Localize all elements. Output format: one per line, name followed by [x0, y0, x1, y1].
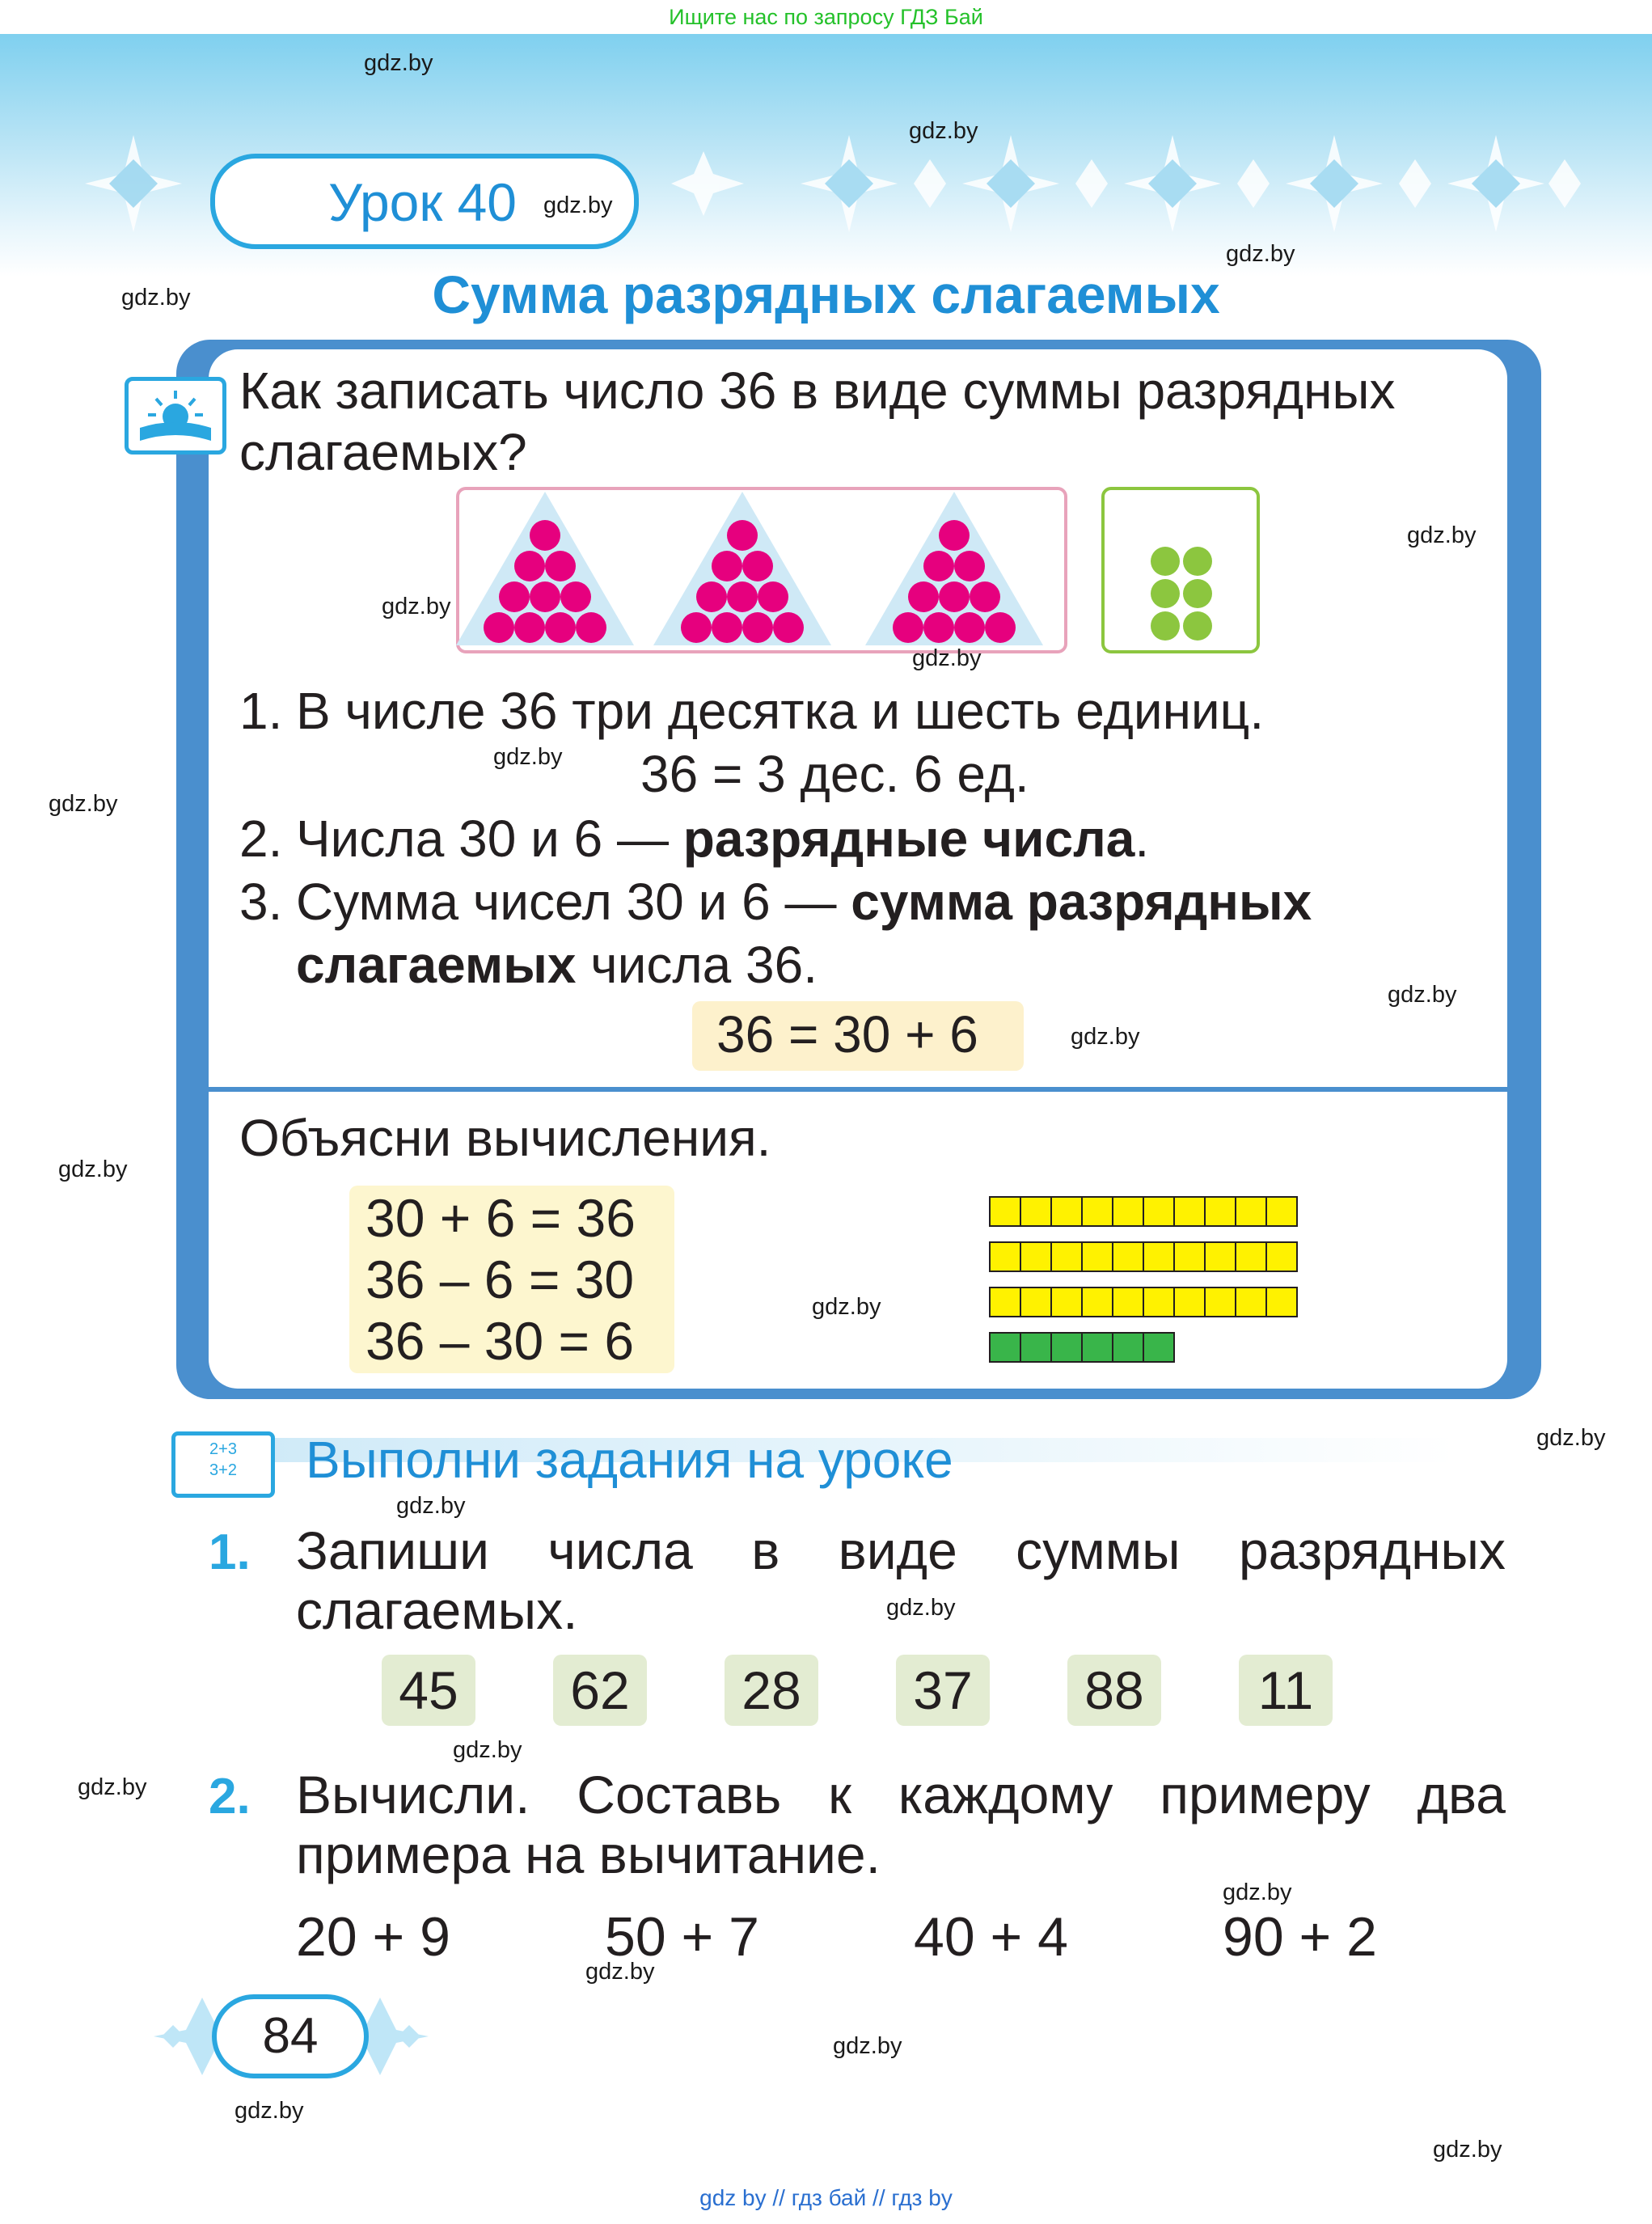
result-equation: 36 = 30 + 6	[716, 1005, 978, 1063]
task-1-number: 1.	[209, 1524, 251, 1580]
ten-bar-cell	[1266, 1287, 1297, 1317]
tens-dot	[908, 581, 939, 612]
section-heading: Выполни задания на уроке	[306, 1431, 953, 1489]
ten-bar-cell	[1051, 1242, 1082, 1271]
watermark: gdz.by	[1536, 1425, 1606, 1451]
task-2-text: Вычисли. Составь к каждому примеру два примера на вычитание.	[296, 1765, 1506, 1884]
calc-title: Объясни вычисления.	[239, 1109, 771, 1167]
unit-dot	[1183, 547, 1212, 576]
blackboard-icon	[171, 1431, 275, 1498]
ten-bar-cell	[1082, 1197, 1113, 1226]
question-line-1: Как записать число 36 в виде суммы разрядных	[239, 362, 1396, 420]
watermark: gdz.by	[493, 744, 563, 770]
watermark: gdz.by	[1388, 982, 1457, 1008]
ten-bar-cell	[1205, 1197, 1236, 1226]
ten-bar-cell	[1236, 1242, 1266, 1271]
search-hint: Ищите нас по запросу ГДЗ Бай	[669, 5, 983, 29]
dot-figure	[456, 487, 1265, 653]
calc-line: 36 – 30 = 6	[365, 1311, 635, 1371]
ten-bar-cell	[1205, 1242, 1236, 1271]
triangle-backdrop	[456, 492, 634, 645]
watermark: gdz.by	[886, 1595, 956, 1621]
number-chip: 88	[1067, 1655, 1161, 1726]
unit-bar-cell	[1143, 1333, 1174, 1362]
watermark: gdz.by	[833, 2033, 902, 2059]
item-2-term: разрядные числа	[682, 810, 1135, 868]
panel-divider	[209, 1087, 1507, 1092]
calc-line: 36 – 6 = 30	[365, 1249, 635, 1309]
watermark: gdz.by	[543, 192, 613, 218]
tens-bars-figure	[988, 1195, 1312, 1373]
watermark: gdz.by	[1226, 241, 1295, 267]
tens-dot	[560, 581, 591, 612]
footer-links[interactable]: gdz by // гдз бай // гдз by	[699, 2185, 953, 2210]
item-2-post: .	[1134, 810, 1150, 868]
tens-dot	[923, 612, 954, 643]
unit-bar-cell	[1082, 1333, 1113, 1362]
item-3-line-2	[296, 935, 818, 995]
ten-bar-cell	[1266, 1242, 1297, 1271]
ten-bar-cell	[1236, 1287, 1266, 1317]
tens-dot	[712, 551, 742, 581]
ten-bar-cell	[1082, 1287, 1113, 1317]
tens-dot	[758, 581, 788, 612]
watermark: gdz.by	[58, 1156, 128, 1182]
tens-dot	[681, 612, 712, 643]
number-chip: 11	[1239, 1655, 1333, 1726]
watermark: gdz.by	[909, 118, 978, 144]
unit-bar-cell	[1113, 1333, 1143, 1362]
tens-dot	[530, 520, 560, 551]
tens-dot	[970, 581, 1000, 612]
ten-bar-cell	[1020, 1242, 1051, 1271]
triangle-backdrop	[653, 492, 831, 645]
tens-dot	[484, 612, 514, 643]
item-2-text	[296, 809, 1149, 869]
tens-dot	[514, 551, 545, 581]
ten-bar-cell	[990, 1287, 1020, 1317]
item-3-term-b: слагаемых	[296, 936, 577, 994]
item-3-line-1	[296, 872, 1312, 932]
ten-bar-cell	[1113, 1242, 1143, 1271]
tens-dot	[954, 551, 985, 581]
tens-dot	[499, 581, 530, 612]
watermark: gdz.by	[585, 1959, 655, 1985]
tens-dot	[939, 520, 970, 551]
tens-dot	[727, 520, 758, 551]
unit-bar-cell	[1020, 1333, 1051, 1362]
ten-bar-cell	[1174, 1242, 1205, 1271]
item-3-term-a: сумма разрядных	[851, 873, 1312, 931]
tens-dot	[985, 612, 1016, 643]
board-line-2: 3+2	[209, 1461, 237, 1479]
item-3-pre: Сумма чисел 30 и 6 —	[296, 873, 851, 931]
task-2-number: 2.	[209, 1769, 251, 1824]
watermark: gdz.by	[812, 1294, 881, 1320]
tens-dot	[893, 612, 923, 643]
watermark: gdz.by	[912, 645, 982, 671]
ten-bar-cell	[990, 1242, 1020, 1271]
watermark: gdz.by	[364, 50, 433, 76]
tens-dot	[696, 581, 727, 612]
ten-bar-cell	[1020, 1197, 1051, 1226]
sum-expression: 50 + 7	[605, 1906, 759, 1968]
tens-dot	[530, 581, 560, 612]
item-2-pre: Числа 30 и 6 —	[296, 810, 683, 868]
triangle-backdrop	[865, 492, 1043, 645]
sum-expression: 20 + 9	[296, 1906, 450, 1968]
ten-bar-cell	[990, 1197, 1020, 1226]
ten-bar-cell	[1174, 1197, 1205, 1226]
number-chip: 28	[725, 1655, 818, 1726]
tens-dot	[939, 581, 970, 612]
tens-dot	[545, 551, 576, 581]
ten-bar-cell	[1020, 1287, 1051, 1317]
ten-bar-cell	[1113, 1287, 1143, 1317]
ten-bar-cell	[1143, 1197, 1174, 1226]
tens-dot	[545, 612, 576, 643]
watermark: gdz.by	[396, 1493, 466, 1519]
topic-title: Сумма разрядных слагаемых	[432, 264, 1220, 324]
unit-dot	[1151, 547, 1180, 576]
question-line-2: слагаемых?	[239, 423, 527, 481]
number-chip: 45	[382, 1655, 475, 1726]
ten-bar-cell	[1143, 1242, 1174, 1271]
tens-dot	[742, 612, 773, 643]
watermark: gdz.by	[49, 791, 118, 817]
item-3-post: числа 36.	[576, 936, 818, 994]
unit-dot	[1183, 579, 1212, 608]
unit-bar-cell	[990, 1333, 1020, 1362]
ten-bar-cell	[1143, 1287, 1174, 1317]
calc-box	[349, 1186, 674, 1373]
item-2-number: 2.	[239, 810, 283, 868]
tens-dot	[727, 581, 758, 612]
watermark: gdz.by	[1407, 522, 1477, 548]
page-number: 84	[212, 1994, 369, 2078]
watermark: gdz.by	[1071, 1024, 1140, 1050]
number-chip: 37	[896, 1655, 990, 1726]
unit-bar-cell	[1051, 1333, 1082, 1362]
sum-expression: 40 + 4	[914, 1906, 1068, 1968]
tens-dot	[954, 612, 985, 643]
sum-expression: 90 + 2	[1223, 1906, 1377, 1968]
ten-bar-cell	[1174, 1287, 1205, 1317]
ten-bar-cell	[1051, 1287, 1082, 1317]
ten-bar-cell	[1205, 1287, 1236, 1317]
tens-dot	[712, 612, 742, 643]
watermark: gdz.by	[234, 2098, 304, 2124]
unit-dot	[1151, 579, 1180, 608]
watermark: gdz.by	[78, 1774, 147, 1800]
watermark: gdz.by	[121, 285, 191, 311]
tens-dot	[742, 551, 773, 581]
item-1-equation: 36 = 3 дес. 6 ед.	[640, 745, 1029, 803]
task-1-text: Запиши числа в виде суммы разрядных слагаемых.	[296, 1520, 1506, 1640]
tens-dot	[576, 612, 606, 643]
ten-bar-cell	[1113, 1197, 1143, 1226]
ten-bar-cell	[1082, 1242, 1113, 1271]
book-sun-icon	[125, 377, 226, 455]
ten-bar-cell	[1051, 1197, 1082, 1226]
watermark: gdz.by	[1223, 1879, 1292, 1905]
tens-dot	[923, 551, 954, 581]
ten-bar-cell	[1236, 1197, 1266, 1226]
ten-bar-cell	[1266, 1197, 1297, 1226]
item-1-text: В числе 36 три десятка и шесть единиц.	[296, 682, 1265, 740]
watermark: gdz.by	[1433, 2137, 1502, 2163]
lesson-title: Урок 40	[328, 172, 517, 232]
unit-dot	[1151, 611, 1180, 641]
item-3-number: 3.	[239, 873, 283, 931]
calc-line: 30 + 6 = 36	[365, 1188, 636, 1248]
watermark: gdz.by	[453, 1737, 522, 1763]
item-1-number: 1.	[239, 682, 283, 740]
watermark: gdz.by	[382, 594, 451, 619]
board-line-1: 2+3	[209, 1440, 237, 1458]
tens-dot	[514, 612, 545, 643]
unit-dot	[1183, 611, 1212, 641]
number-chip: 62	[553, 1655, 647, 1726]
tens-dot	[773, 612, 804, 643]
